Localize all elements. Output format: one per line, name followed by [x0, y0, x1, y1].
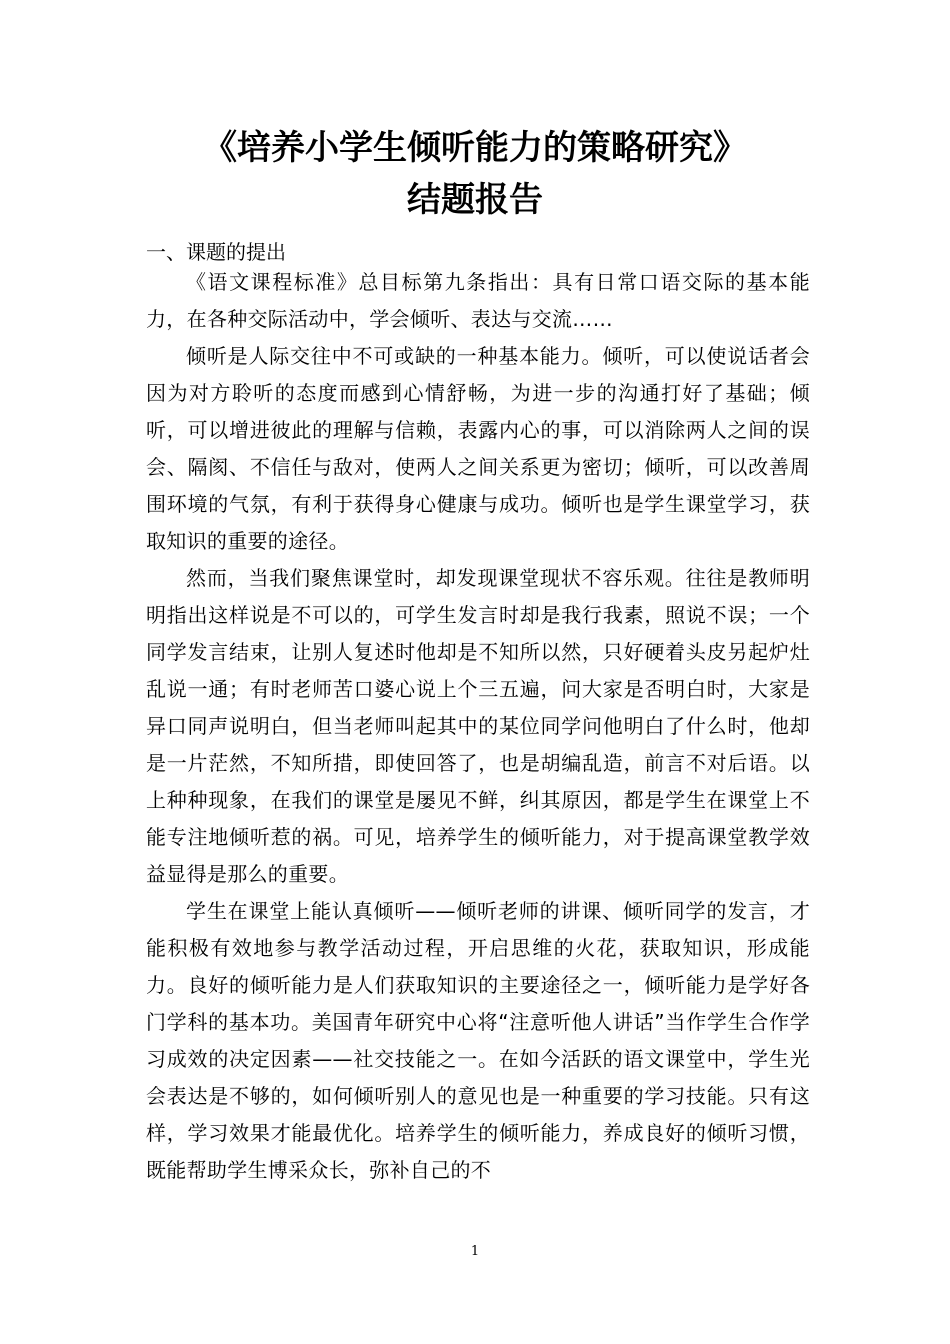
document-subtitle: 结题报告 [407, 180, 543, 220]
document-title: 《培养小学生倾听能力的策略研究》 [203, 128, 747, 168]
paragraph-1: 《语文课程标准》总目标第九条指出：具有日常口语交际的基本能力，在各种交际活动中，学会倾听、表达与交流…… [146, 270, 810, 331]
section-heading: 一、课题的提出 [146, 240, 286, 264]
paragraph-2: 倾听是人际交往中不可或缺的一种基本能力。倾听，可以使说话者会因为对方聆听的态度而感到心情舒畅，为进一步的沟通打好了基础；倾听，可以增进彼此的理解与信赖，表露内心的事，可以消除两人之间的误会、隔阂、不信任与敌对，使两人之间关系更为密切；倾听，可以改善周围环境的气氛，有利于获得身心健康与成功。倾听也是学生课堂学习，获取知识的重要的途径。 [146, 344, 810, 553]
document-body [146, 238, 810, 1189]
paragraph-4: 学生在课堂上能认真倾听——倾听老师的讲课、倾听同学的发言，才能积极有效地参与教学活动过程，开启思维的火花，获取知识，形成能力。良好的倾听能力是人们获取知识的主要途径之一，倾听能力是学好各门学科的基本功。美国青年研究中心将“注意听他人讲话”当作学生合作学习成效的决定因素——社交技能之一。在如今活跃的语文课堂中，学生光会表达是不够的，如何倾听别人的意见也是一种重要的学习技能。只有这样，学习效果才能最优化。培养学生的倾听能力，养成良好的倾听习惯，既能帮助学生博采众长，弥补自己的不 [146, 899, 810, 1182]
paragraph-3: 然而，当我们聚焦课堂时，却发现课堂现状不容乐观。往往是教师明明指出这样说是不可以的，可学生发言时却是我行我素，照说不误；一个同学发言结束，让别人复述时他却是不知所以然，只好硬着头皮另起炉灶乱说一通；有时老师苦口婆心说上个三五遍，问大家是否明白时，大家是异口同声说明白，但当老师叫起其中的某位同学问他明白了什么时，他却是一片茫然，不知所措，即使回答了，也是胡编乱造，前言不对后语。以上种种现象，在我们的课堂是屡见不鲜，纠其原因，都是学生在课堂上不能专注地倾听惹的祸。可见，培养学生的倾听能力，对于提高课堂教学效益显得是那么的重要。 [146, 566, 810, 886]
page-number: 1 [470, 1244, 480, 1259]
